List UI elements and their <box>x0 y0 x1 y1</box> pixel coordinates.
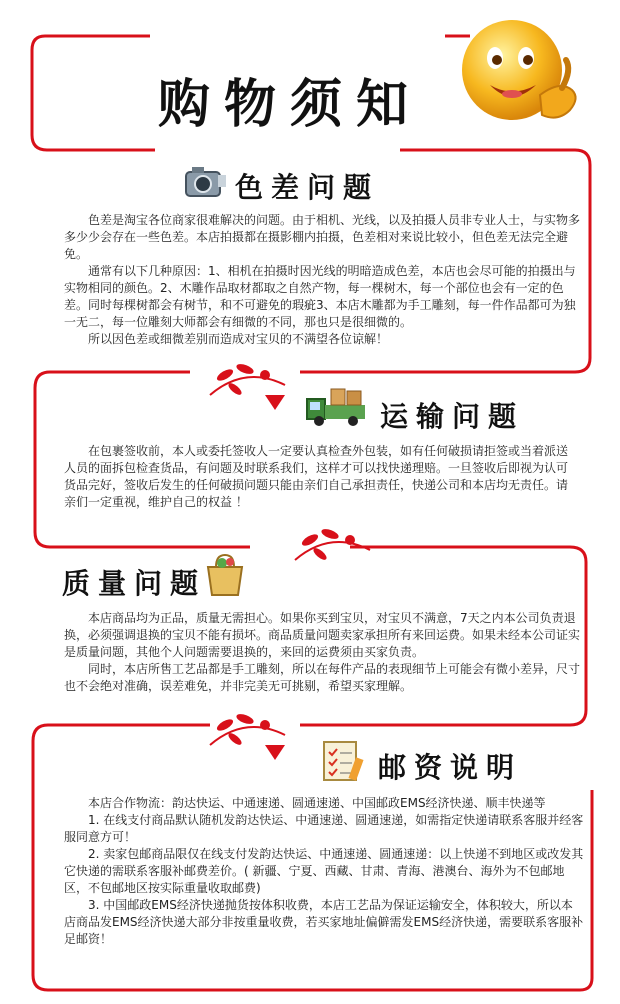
section-body-color-difference <box>64 212 584 348</box>
section-body-quality <box>64 610 584 695</box>
paragraph: 3. 中国邮政EMS经济快递抛货按体积收费，本店工艺品为保证运输安全，体积较大，所以本店商品发EMS经济快递大部分非按重量收费，若买家地址偏僻需发EMS经济快递，需要联系客服补足邮资！ <box>64 898 584 946</box>
paragraph: 本店合作物流：韵达快运、中通速递、圆通速递、中国邮政EMS经济快递、顺丰快递等 <box>88 796 546 810</box>
paragraph: 色差是淘宝各位商家很难解决的问题。由于相机、光线，以及拍摄人员非专业人士，与实物多多少少会存在一些色差。本店拍摄都在摄影棚内拍摄，色差相对来说比较小，但色差无法完全避免。 <box>64 213 581 261</box>
smiley-thumbs-up-icon <box>450 10 590 140</box>
section-heading-color-difference: 色差问题 <box>235 171 380 204</box>
paragraph: 2. 卖家包邮商品限仅在线支付发韵达快运、中通速递、圆通速递：以上快递不到地区或改发其它快递的需联系客服补邮费差价。( 新疆、宁夏、西藏、甘肃、青海、港澳台、海外为不包邮地区，不包邮地区按实际重量收取邮费) <box>64 847 584 895</box>
vine-ornament <box>205 355 295 405</box>
paragraph: 所以因色差或细微差别而造成对宝贝的不满望各位谅解！ <box>88 332 389 346</box>
vine-ornament <box>205 705 295 755</box>
vine-ornament <box>290 520 380 570</box>
section-body-postage <box>64 795 584 948</box>
shopping-bag-icon <box>200 553 250 597</box>
checklist-icon <box>318 740 368 784</box>
paragraph: 1. 在线支付商品默认随机发韵达快运、中通速递、圆通速递，如需指定快递请联系客服并经客服同意方可！ <box>64 813 584 844</box>
section-body-shipping <box>64 443 579 511</box>
paragraph: 通常有以下几种原因：1、相机在拍摄时因光线的明暗造成色差，本店也会尽可能的拍摄出与实物相同的颜色。2、木雕作品取材都取之自然产物，每一棵树木，每一个部位也会有一定的色差。同时每棵树都会有树节，和不可避免的瑕疵3、本店木雕都为手工雕刻，每一件作品都可为独一无二，每一位雕刻大师都会有细微的不同，那也只是很细微的。 <box>64 264 576 329</box>
section-heading-postage: 邮资说明 <box>378 751 523 784</box>
section-heading-shipping: 运输问题 <box>380 400 525 433</box>
camera-icon <box>180 160 230 204</box>
section-heading-quality: 质量问题 <box>62 567 207 600</box>
page-title: 购物须知 <box>157 75 422 135</box>
paragraph: 同时，本店所售工艺品都是手工雕刻，所以在每件产品的表现细节上可能会有微小差异，尺寸也不会绝对准确，误差难免，并非完美无可挑剔，希望买家理解。 <box>64 662 581 693</box>
truck-icon <box>305 385 370 429</box>
paragraph: 在包裹签收前，本人或委托签收人一定要认真检查外包装，如有任何破损请拒签或当着派送人员的面拆包检查货品，有问题及时联系我们，这样才可以找快递理赔。一旦签收后即视为认可货品完好，签收后发生的任何破损问题只能由亲们自己承担责任，快递公司和本店均无责任。请亲们一定重视，维护自己的权益 ！ <box>64 444 569 509</box>
paragraph: 本店商品均为正品，质量无需担心。如果你买到宝贝，对宝贝不满意，7天之内本公司负责退换，必须强调退换的宝贝不能有损坏。商品质量问题卖家承担所有来回运费。如果未经本公司证实是质量问题，其他个人问题需要退换的，来回的运费须由买家负责。 <box>64 611 581 659</box>
